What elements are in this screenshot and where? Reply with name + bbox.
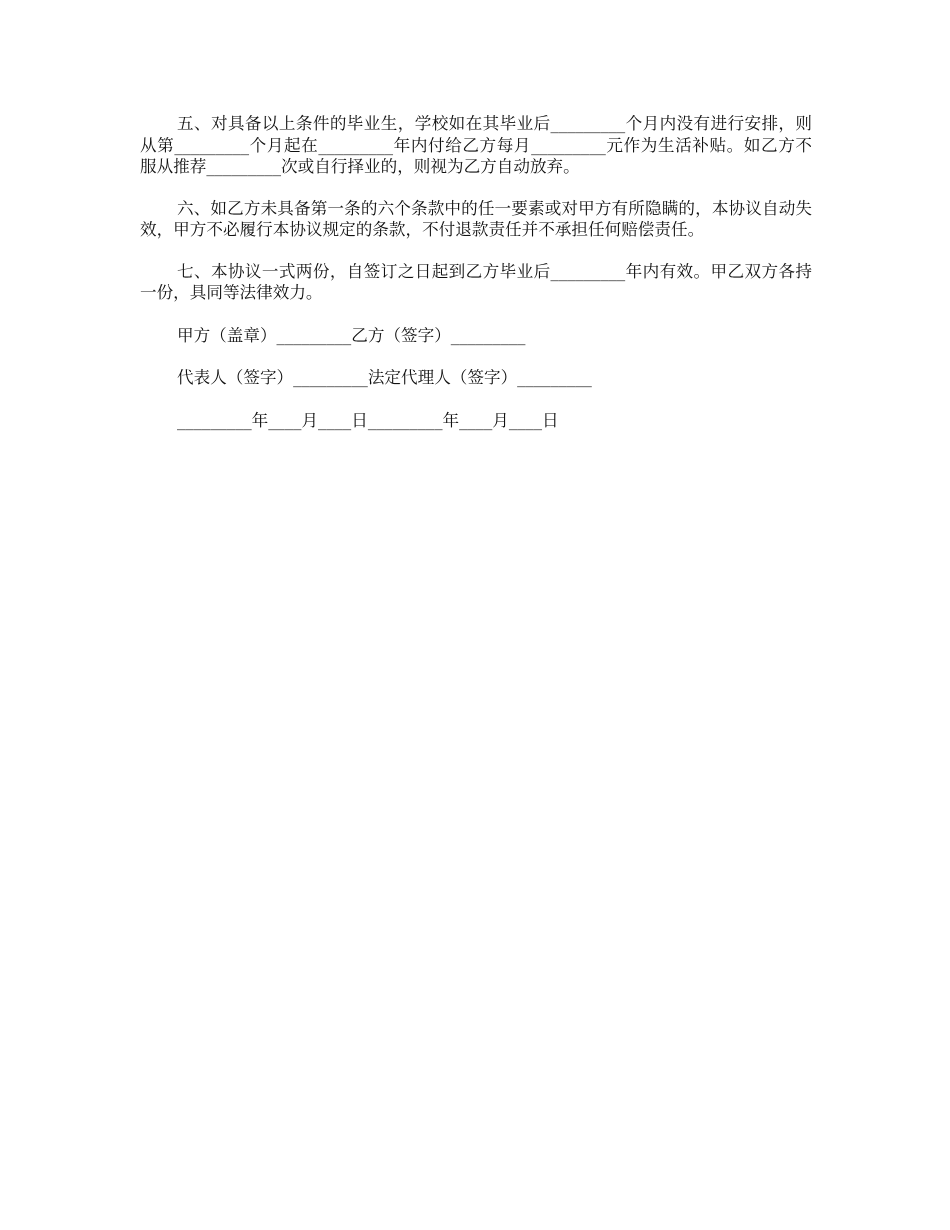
- document-body: [140, 113, 812, 431]
- signature-dates-line: _________年____月____日_________年____月____日: [177, 410, 559, 430]
- signature-parties-line: 甲方（盖章）_________乙方（签字）_________: [177, 325, 526, 345]
- article-6-paragraph: 六、如乙方未具备第一条的六个条款中的任一要素或对甲方有所隐瞒的，本协议自动失效，甲方不必履行本协议规定的条款，不付退款责任并不承担任何赔偿责任。: [140, 198, 812, 239]
- signature-representatives-line: 代表人（签字）_________法定代理人（签字）_________: [177, 368, 592, 387]
- article-7-paragraph: 七、本协议一式两份，自签订之日起到乙方毕业后_________年内有效。甲乙双方各持一份，具同等法律效力。: [140, 261, 812, 302]
- article-5-paragraph: 五、对具备以上条件的毕业生，学校如在其毕业后_________个月内没有进行安排，则从第_________个月起在_________年内付给乙方每月_________元作为生活补贴。如乙方不服从推荐_________次或自行择业的，则视为乙方自动放弃。: [140, 114, 812, 176]
